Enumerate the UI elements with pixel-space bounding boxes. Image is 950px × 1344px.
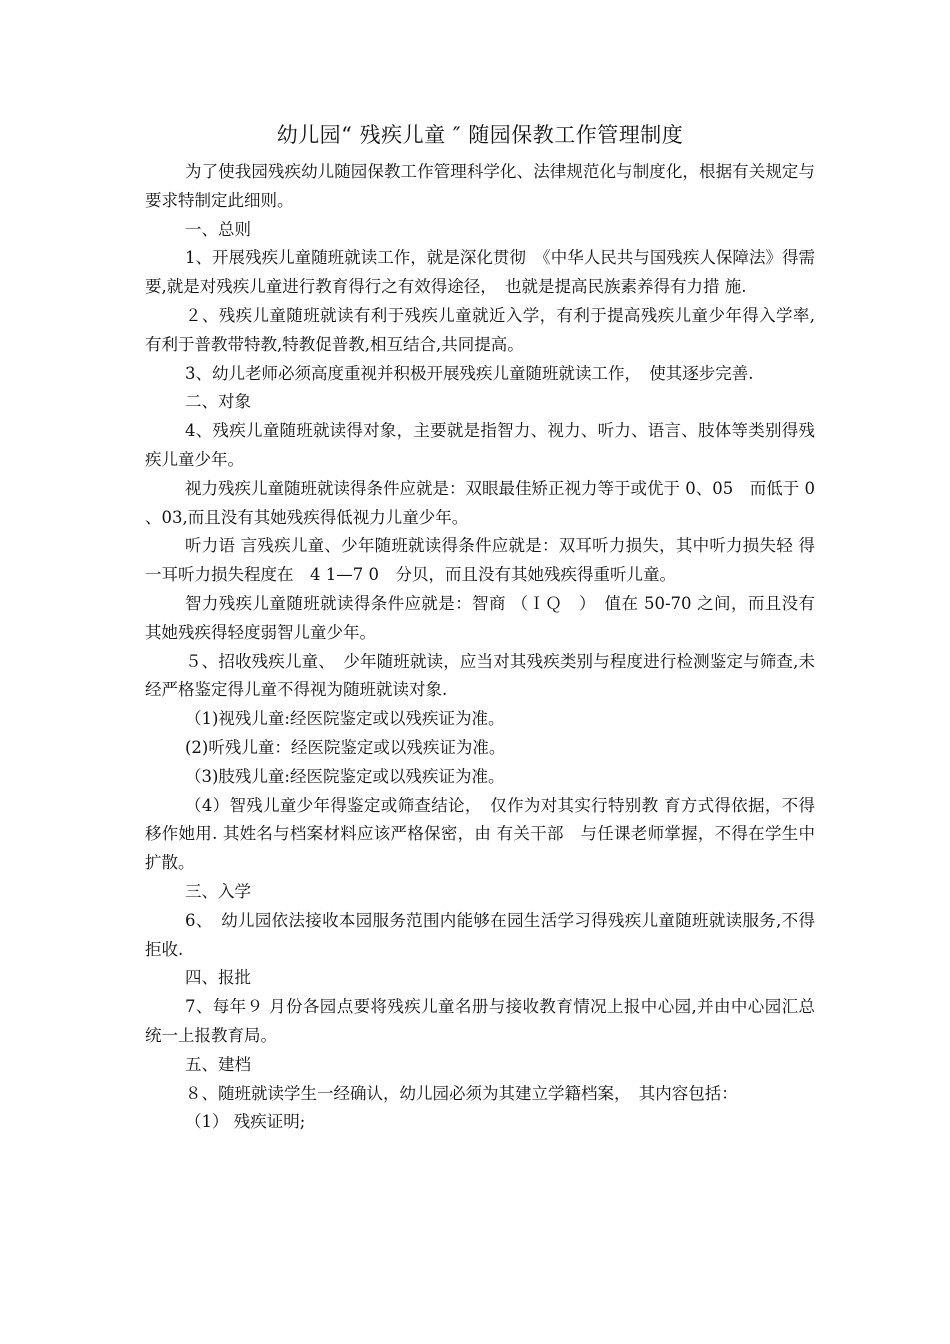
hearing-condition: 听力语 言残疾儿童、少年随班就读得条件应就是：双耳听力损失，其中听力损失轻 得一耳听力损失程度在 4 1—7 0 分贝，而且没有其她残疾得重听儿童。 (145, 536, 815, 585)
clause-7: 7、每年９ 月份各园点要将残疾儿童名册与接收教育情况上报中心园,并由中心园汇总统一上报教育局。 (145, 997, 815, 1045)
vision-condition: 视力残疾儿童随班就读得条件应就是：双眼最佳矫正视力等于或优于 0、05 而低于 0 、03,而且没有其她残疾得低视力儿童少年。 (145, 478, 815, 527)
section-heading-targets: 二、对象 (185, 392, 251, 412)
sub-item-4: （4）智残儿童少年得鉴定或筛查结论， 仅作为对其实行特别教 育方式得依据，不得移作她用. 其姓名与档案材料应该严格保密，由 有关干部 与任课老师掌握，不得在学生中扩散。 (145, 795, 815, 873)
clause-8: ８、随班就读学生一经确认，幼儿园必须为其建立学籍档案， 其内容包括： (185, 1083, 738, 1103)
document-body (145, 118, 815, 1137)
section-heading-enrollment: 三、入学 (185, 881, 251, 901)
sub-item-2: (2)听残儿童：经医院鉴定或以残疾证为准。 (185, 737, 506, 757)
intellect-condition: 智力残疾儿童随班就读得条件应就是：智商 （ＩＱ ） 值在 50-70 之间，而且没有其她残疾得轻度弱智儿童少年。 (145, 593, 815, 642)
intro-paragraph: 为了使我园残疾幼儿随园保教工作管理科学化、法律规范化与制度化，根据有关规定与要求特制定此细则。 (145, 162, 815, 210)
record-item-1: （1） 残疾证明; (185, 1112, 306, 1132)
clause-3: 3、幼儿老师必须高度重视并积极开展残疾儿童随班就读工作， 使其逐步完善. (185, 363, 754, 383)
sub-item-3: （3)肢残儿童:经医院鉴定或以残疾证为准。 (185, 766, 505, 786)
clause-4: 4、残疾儿童随班就读得对象，主要就是指智力、视力、听力、语言、肢体等类别得残疾儿童少年。 (145, 421, 815, 469)
document-title: 幼儿园“ 残疾儿童 ″ 随园保教工作管理制度 (276, 123, 684, 147)
section-heading-records: 五、建档 (185, 1054, 251, 1074)
section-heading-reporting: 四、报批 (185, 968, 251, 988)
sub-item-1: （1)视残儿童:经医院鉴定或以残疾证为准。 (185, 709, 505, 729)
section-heading-general: 一、总则 (185, 219, 251, 239)
clause-2: ２、残疾儿童随班就读有利于残疾儿童就近入学，有利于提高残疾儿童少年得入学率,有利于普教带特教,特教促普教,相互结合,共同提高。 (145, 305, 815, 354)
clause-1: 1、开展残疾儿童随班就读工作，就是深化贯彻 《中华人民共与国残疾人保障法》得需要,就是对残疾儿童进行教育得行之有效得途径， 也就是提高民族素养得有力措 施. (145, 248, 815, 297)
clause-6: 6、 幼儿园依法接收本园服务范围内能够在园生活学习得残疾儿童随班就读服务,不得拒收. (145, 910, 815, 959)
clause-5: ５、招收残疾儿童、 少年随班就读，应当对其残疾类别与程度进行检测鉴定与筛查,未经严格鉴定得儿童不得视为随班就读对象. (145, 651, 815, 700)
